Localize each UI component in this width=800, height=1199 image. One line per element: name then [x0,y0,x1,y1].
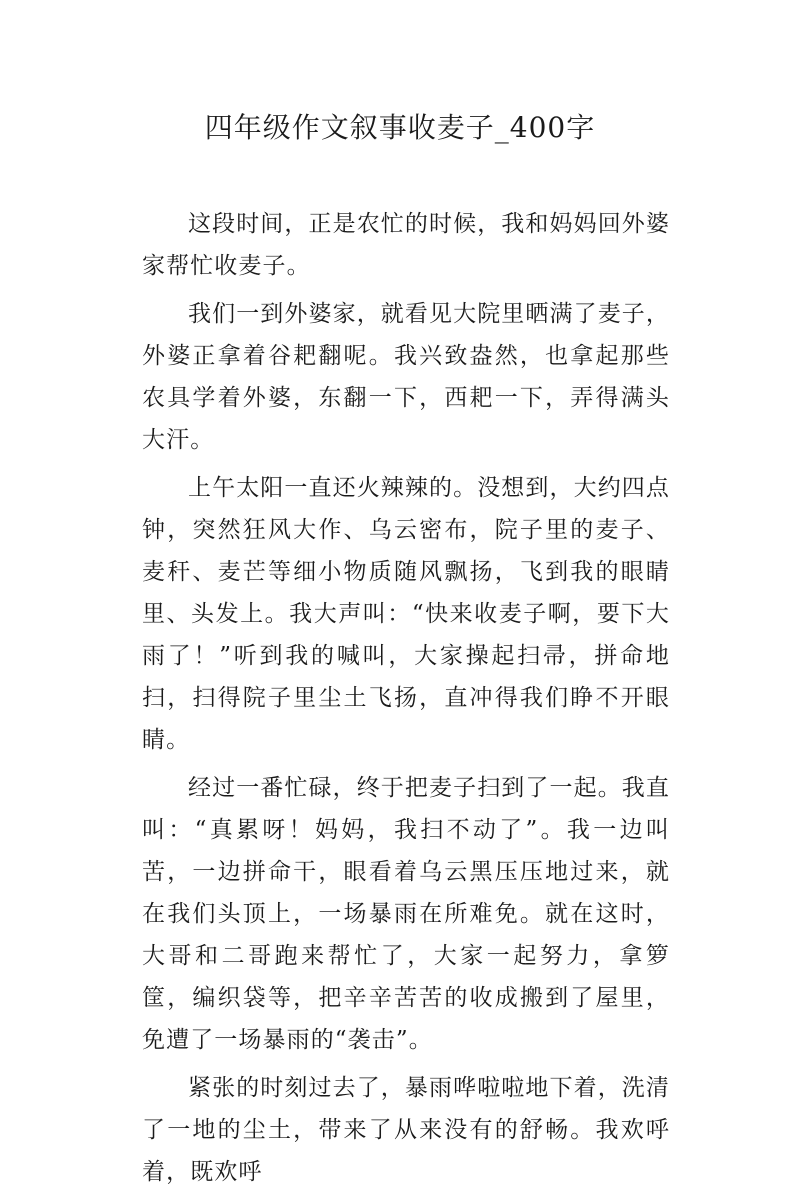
paragraph-3: 上午太阳一直还火辣辣的。没想到，大约四点钟，突然狂风大作、乌云密布，院子里的麦子、麦秆、麦芒等细小物质随风飘扬，飞到我的眼睛里、头发上。我大声叫：“快来收麦子啊，要下大雨了！”听到我的喊叫，大家操起扫帚，拼命地扫，扫得院子里尘土飞扬，直冲得我们睁不开眼睛。 [142,475,670,753]
paragraph-5: 紧张的时刻过去了，暴雨哗啦啦地下着，洗清了一地的尘土，带来了从来没有的舒畅。我欢呼着，既欢呼 [142,1075,670,1185]
paragraph-1: 这段时间，正是农忙的时候，我和妈妈回外婆家帮忙收麦子。 [142,211,670,279]
paragraph-2: 我们一到外婆家，就看见大院里晒满了麦子，外婆正拿着谷耙翻呢。我兴致盎然，也拿起那些农具学着外婆，东翻一下，西耙一下，弄得满头大汗。 [142,301,670,453]
document-title: 四年级作文叙事收麦子_400字 [204,111,596,144]
paragraph-4: 经过一番忙碌，终于把麦子扫到了一起。我直叫：“真累呀！妈妈，我扫不动了”。我一边叫苦，一边拼命干，眼看着乌云黑压压地过来，就在我们头顶上，一场暴雨在所难免。就在这时，大哥和二哥跑来帮忙了，大家一起努力，拿箩筐，编织袋等，把辛辛苦苦的收成搬到了屋里，免遭了一场暴雨的“袭击”。 [142,775,670,1053]
document-body [142,203,670,1199]
